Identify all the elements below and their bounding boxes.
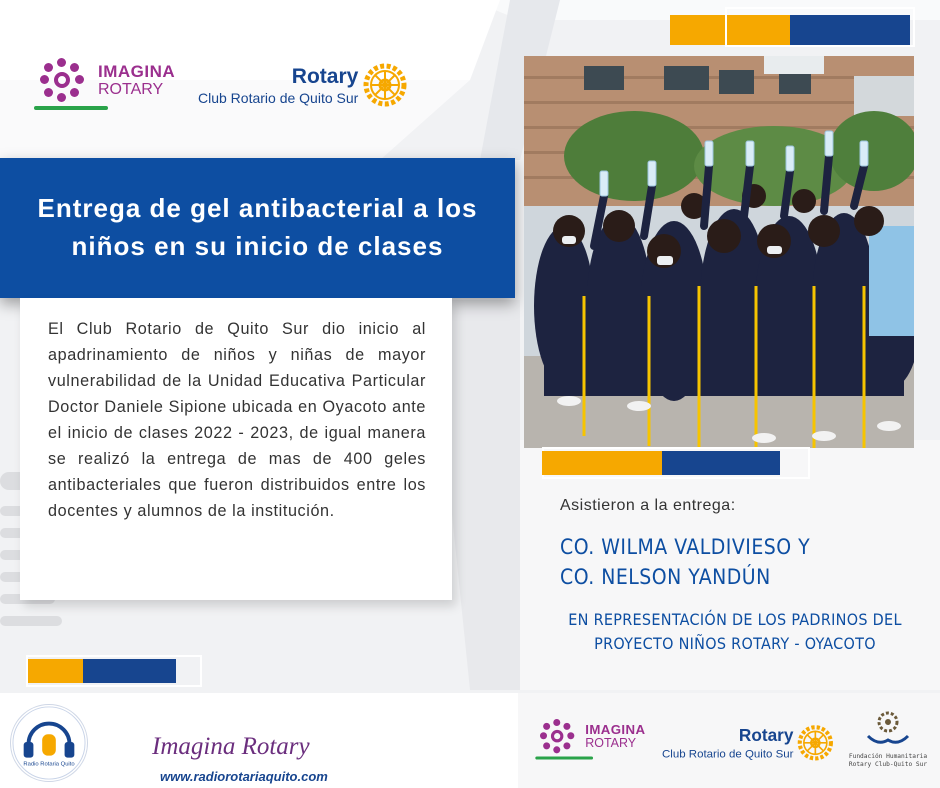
students-photo <box>524 56 914 448</box>
representation-line-2: PROYECTO NIÑOS ROTARY - OYACOTO <box>594 634 876 653</box>
article-body-card <box>20 298 452 600</box>
hands-wheel-icon <box>866 710 910 748</box>
rotary-wordmark: Rotary <box>738 726 794 745</box>
rotary-label: ROTARY <box>98 80 164 98</box>
rotary-wordmark: Rotary <box>291 64 359 88</box>
rotary-wheel-icon <box>797 724 835 762</box>
accent-bar-photo <box>542 451 780 475</box>
fundacion-logo <box>846 710 930 769</box>
rotary-label: ROTARY <box>585 736 637 750</box>
footer-imagina-logo <box>540 719 645 753</box>
radio-rotaria-logo <box>10 704 88 782</box>
footer-rotary-logo <box>662 724 834 762</box>
radio-logo-text: Radio Rotaria Quito <box>23 761 75 768</box>
accent-bar-top <box>670 15 915 45</box>
imagina-rotary-logo <box>40 58 175 102</box>
club-name: Club Rotario de Quito Sur <box>198 89 359 106</box>
attendees-heading: Asistieron a la entrega: <box>560 497 736 514</box>
imagina-flower-icon <box>540 719 574 753</box>
footer-slogan: Imagina Rotary <box>152 733 310 760</box>
imagina-label: IMAGINA <box>585 721 646 737</box>
imagina-flower-icon <box>40 58 84 102</box>
rotary-club-logo <box>198 62 408 108</box>
attendee-name-1: CO. WILMA VALDIVIESO Y <box>560 535 811 559</box>
page-title: Entrega de gel antibacterial a los niños en su inicio de clases <box>37 193 478 261</box>
rotary-wheel-icon <box>362 62 408 108</box>
accent-bar-left <box>28 659 176 683</box>
attendees-names <box>560 532 810 592</box>
article-body-text: El Club Rotario de Quito Sur dio inicio al apadrinamiento de niños y niñas de mayor vulnerabilidad de la Unidad Educativa Particular Doctor Daniele Sipione ubicada en Oyacoto ante el inicio de clases 2022 - 2023, de igual manera se realizó la entrega de mas de 400 geles antibacteriales que fueron distribuidos entre los docentes y alumnos de la institución. <box>48 320 426 520</box>
fundacion-line-2: Rotary Club-Quito Sur <box>848 761 928 768</box>
imagina-label: IMAGINA <box>98 61 176 81</box>
club-name: Club Rotario de Quito Sur <box>662 746 794 760</box>
title-banner <box>0 158 515 298</box>
fundacion-line-1: Fundación Humanitaria <box>848 753 928 760</box>
representation-line-1: EN REPRESENTACIÓN DE LOS PADRINOS DEL <box>568 610 902 629</box>
footer-website-link[interactable]: www.radiorotariaquito.com <box>160 769 328 784</box>
attendee-name-2: CO. NELSON YANDÚN <box>560 565 771 589</box>
representation-note <box>555 608 915 656</box>
